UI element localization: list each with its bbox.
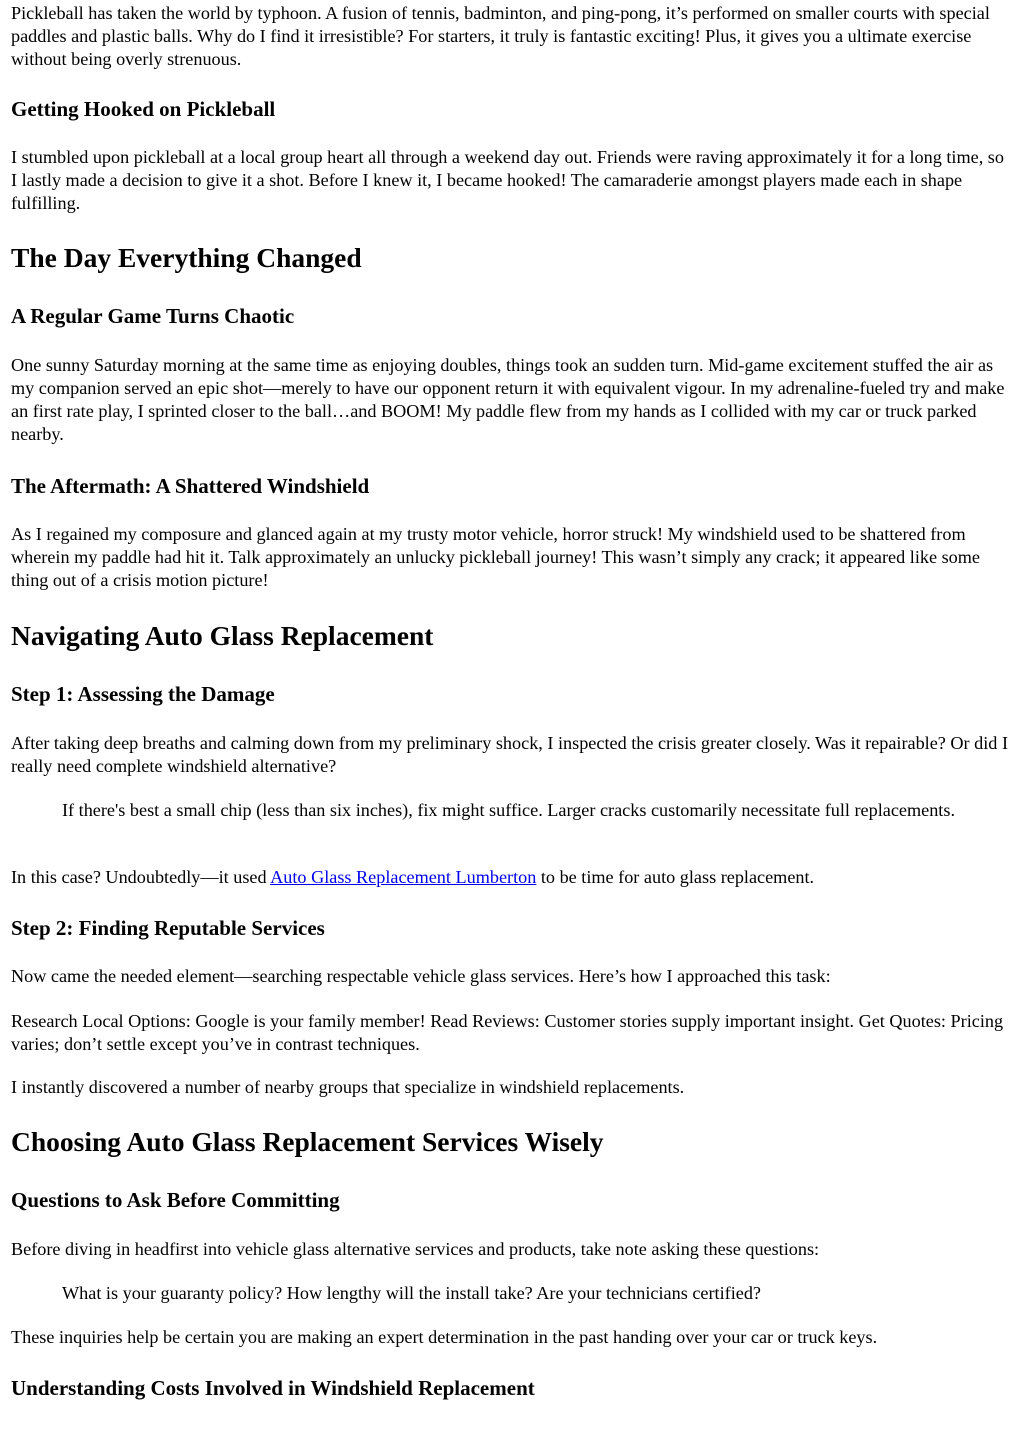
case-text-after: to be time for auto glass replacement.	[536, 867, 815, 887]
paragraph-aftermath: As I regained my composure and glanced again at my trusty motor vehicle, horror struck! My windshield used to be shattered from wherein my paddle had hit it. Talk approximately an unlucky pickleball journey! This wasn’t simply any crack; it appeared like some thing out of a crisis motion picture!	[11, 524, 980, 590]
intro-paragraph: Pickleball has taken the world by typhoon. A fusion of tennis, badminton, and ping-pong, it’s performed on smaller courts with special paddles and plastic balls. Why do I find it irresistible? For starters, it truly is fantastic exciting! Plus, it gives you a ultimate exercise without being overly strenuous.	[11, 3, 990, 69]
heading-choosing-services: Choosing Auto Glass Replacement Services Wisely	[11, 1126, 604, 1157]
paragraph-regular-game: One sunny Saturday morning at the same time as enjoying doubles, things took an sudden turn. Mid-game excitement stuffed the air as my companion served an epic shot—merely to have our opponent return it with equivalent vigour. In my adrenaline-fueled try and make an first rate play, I sprinted closer to the ball…and BOOM! My paddle flew from my hands as I collided with my car or truck parked nearby.	[11, 355, 1005, 444]
paragraph-step-2: Now came the needed element—searching respectable vehicle glass services. Here’s how I approached this task:	[11, 966, 831, 986]
heading-step-2: Step 2: Finding Reputable Services	[11, 916, 325, 940]
paragraph-discovered: I instantly discovered a number of nearby groups that specialize in windshield replacements.	[11, 1077, 685, 1097]
case-text-before: In this case? Undoubtedly—it used	[11, 867, 271, 887]
paragraph-research-options: Research Local Options: Google is your family member! Read Reviews: Customer stories supply important insight. Get Quotes: Pricing varies; don’t settle except you’ve in contrast techniques.	[11, 1011, 1004, 1054]
paragraph-step-1: After taking deep breaths and calming down from my preliminary shock, I inspected the crisis greater closely. Was it repairable? Or did I really need complete windshield alternative?	[11, 733, 1008, 776]
heading-regular-game: A Regular Game Turns Chaotic	[11, 304, 295, 328]
heading-aftermath: The Aftermath: A Shattered Windshield	[11, 474, 370, 498]
blockquote-step-1: If there's best a small chip (less than six inches), fix might suffice. Larger cracks customarily necessitate full replacements.	[62, 800, 955, 820]
heading-getting-hooked: Getting Hooked on Pickleball	[11, 97, 276, 121]
blockquote-questions: What is your guaranty policy? How lengthy will the install take? Are your technicians certified?	[62, 1283, 761, 1303]
auto-glass-replacement-lumberton-link[interactable]: Auto Glass Replacement Lumberton	[270, 867, 537, 887]
paragraph-questions: Before diving in headfirst into vehicle glass alternative services and products, take note asking these questions:	[11, 1239, 820, 1259]
paragraph-in-this-case	[11, 866, 1014, 889]
heading-understanding-costs: Understanding Costs Involved in Windshield Replacement	[11, 1376, 535, 1400]
paragraph-getting-hooked: I stumbled upon pickleball at a local group heart all through a weekend day out. Friends were raving approximately it for a long time, so I lastly made a decision to give it a shot. Before I knew it, I became hooked! The camaraderie amongst players made each in shape fulfilling.	[11, 147, 1004, 213]
heading-day-everything-changed: The Day Everything Changed	[11, 242, 362, 273]
heading-navigating-auto-glass: Navigating Auto Glass Replacement	[11, 620, 434, 651]
paragraph-inquiries: These inquiries help be certain you are making an expert determination in the past handing over your car or truck keys.	[11, 1327, 878, 1347]
heading-step-1: Step 1: Assessing the Damage	[11, 682, 275, 706]
heading-questions: Questions to Ask Before Committing	[11, 1188, 340, 1212]
